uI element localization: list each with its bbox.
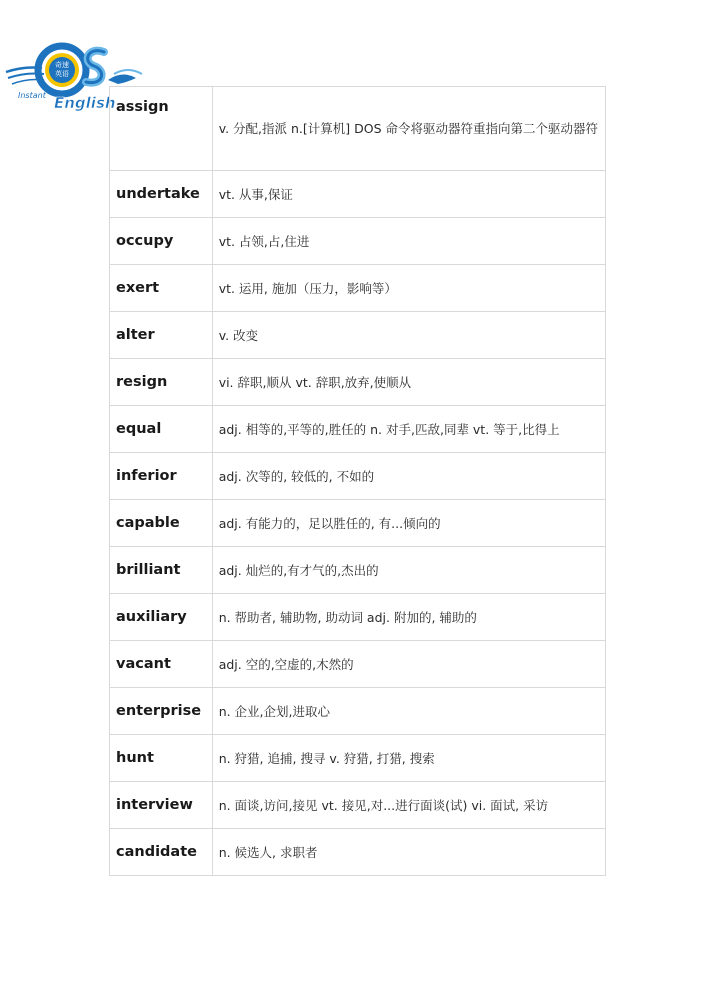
table-row <box>110 829 606 876</box>
vocab-word: occupy <box>110 218 213 265</box>
vocab-word: candidate <box>110 829 213 876</box>
table-row <box>110 312 606 359</box>
vocab-definition: n. 候选人, 求职者 <box>212 829 605 876</box>
table-row <box>110 453 606 500</box>
vocab-definition: v. 分配,指派 n.[计算机] DOS 命令将驱动器符重指向第二个驱动器符 <box>212 87 605 171</box>
vocab-definition: n. 帮助者, 辅助物, 助动词 adj. 附加的, 辅助的 <box>212 594 605 641</box>
vocab-definition: vt. 占领,占,住进 <box>212 218 605 265</box>
vocab-word: hunt <box>110 735 213 782</box>
vocab-word: enterprise <box>110 688 213 735</box>
table-row <box>110 641 606 688</box>
vocab-definition: vi. 辞职,顺从 vt. 辞职,放弃,使顺从 <box>212 359 605 406</box>
table-row <box>110 406 606 453</box>
vocab-word: interview <box>110 782 213 829</box>
logo-badge-text-2: 英语 <box>55 70 69 78</box>
vocab-definition: adj. 有能力的，足以胜任的, 有...倾向的 <box>212 500 605 547</box>
vocab-word: alter <box>110 312 213 359</box>
vocabulary-table <box>109 86 606 876</box>
vocab-word: inferior <box>110 453 213 500</box>
table-row <box>110 688 606 735</box>
table-row <box>110 594 606 641</box>
table-row <box>110 500 606 547</box>
table-row <box>110 782 606 829</box>
vocab-word: resign <box>110 359 213 406</box>
vocab-word: brilliant <box>110 547 213 594</box>
table-row <box>110 735 606 782</box>
vocab-word: auxiliary <box>110 594 213 641</box>
vocab-definition: adj. 灿烂的,有才气的,杰出的 <box>212 547 605 594</box>
vocab-definition: adj. 次等的, 较低的, 不如的 <box>212 453 605 500</box>
vocab-definition: adj. 空的,空虚的,木然的 <box>212 641 605 688</box>
vocab-definition: n. 面谈,访问,接见 vt. 接见,对...进行面谈(试) vi. 面试, 采访 <box>212 782 605 829</box>
table-row <box>110 359 606 406</box>
vocab-word: vacant <box>110 641 213 688</box>
table-row <box>110 547 606 594</box>
logo-badge-text-1: 奇速 <box>55 61 69 69</box>
vocab-definition: adj. 相等的,平等的,胜任的 n. 对手,匹敌,同辈 vt. 等于,比得上 <box>212 406 605 453</box>
vocab-word: capable <box>110 500 213 547</box>
vocab-definition: vt. 运用, 施加（压力，影响等） <box>212 265 605 312</box>
vocabulary-table-body <box>110 87 606 876</box>
vocab-word: equal <box>110 406 213 453</box>
table-row <box>110 87 606 171</box>
vocab-definition: n. 狩猎, 追捕, 搜寻 v. 狩猎, 打猎, 搜索 <box>212 735 605 782</box>
table-row <box>110 171 606 218</box>
logo-english-text: English <box>54 94 116 112</box>
table-row <box>110 218 606 265</box>
vocab-definition: n. 企业,企划,进取心 <box>212 688 605 735</box>
vocab-word: exert <box>110 265 213 312</box>
vocab-word: assign <box>110 87 213 171</box>
logo-instant-text: Instant <box>18 91 46 100</box>
vocab-word: undertake <box>110 171 213 218</box>
vocab-definition: vt. 从事,保证 <box>212 171 605 218</box>
vocab-definition: v. 改变 <box>212 312 605 359</box>
table-row <box>110 265 606 312</box>
